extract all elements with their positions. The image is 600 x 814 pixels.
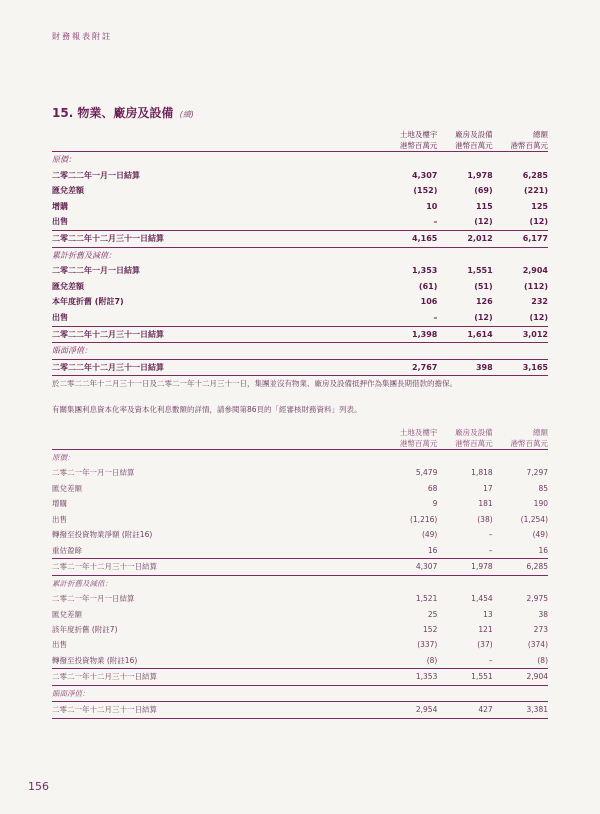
cell-value: 1,398 <box>382 326 437 343</box>
row-label: 二零二二年十二月三十一日結算 <box>52 230 382 247</box>
cell-value: (69) <box>474 186 493 196</box>
cell-value: 1,521 <box>415 594 438 604</box>
row-label: 原價： <box>52 155 76 164</box>
cell-value: 126 <box>475 297 493 307</box>
col-header-total: 總額 港幣百萬元 <box>493 425 548 450</box>
row-label: 二零二一年一月一日結算 <box>52 594 135 604</box>
cell-value: (51) <box>474 281 493 291</box>
cell-value: 427 <box>437 702 492 718</box>
cell-value: – <box>433 312 438 322</box>
cell-value: (38) <box>477 514 493 524</box>
cell-value: 2,904 <box>493 669 548 685</box>
cell-value: 398 <box>437 359 492 376</box>
table-row <box>52 183 548 199</box>
cell-value: 85 <box>538 483 548 493</box>
table-row <box>52 465 548 480</box>
table-row-total <box>52 359 548 376</box>
table-row <box>52 496 548 511</box>
col-header-land-buildings: 土地及樓宇 港幣百萬元 <box>382 127 437 152</box>
row-label: 匯兌差額 <box>52 483 82 493</box>
table-row <box>52 607 548 622</box>
row-label: 重估盈餘 <box>52 545 82 555</box>
row-label: 二零二二年一月一日結算 <box>52 266 140 276</box>
row-label: 該年度折舊 (附註7) <box>52 624 118 634</box>
cell-value: 1,551 <box>467 266 493 276</box>
cell-value: 5,479 <box>415 468 438 478</box>
table-row <box>52 575 548 591</box>
row-label: 匯兌差額 <box>52 609 82 619</box>
cell-value: 1,551 <box>437 669 492 685</box>
cell-value: 1,353 <box>382 669 437 685</box>
label-header <box>52 127 382 152</box>
cell-value: 6,285 <box>522 170 548 180</box>
cell-value: 2,767 <box>382 359 437 376</box>
cell-value: 13 <box>483 609 493 619</box>
cell-value: 7,297 <box>526 468 548 478</box>
cell-value: (221) <box>523 186 548 196</box>
cell-value: 3,165 <box>493 359 548 376</box>
cell-value: 6,177 <box>493 230 548 247</box>
table-row-subtotal <box>52 230 548 247</box>
page-number: 156 <box>28 780 49 793</box>
row-label: 原價： <box>52 453 75 462</box>
table-row <box>52 247 548 263</box>
cell-value: 2,012 <box>437 230 492 247</box>
cell-value: 1,454 <box>471 594 493 604</box>
row-label: 增購 <box>52 499 67 509</box>
cell-value: 68 <box>427 483 438 493</box>
row-label: 增購 <box>52 201 68 211</box>
row-label: 本年度折舊 (附註7) <box>52 297 124 307</box>
col-header-plant-equipment: 廠房及設備 港幣百萬元 <box>437 425 492 450</box>
cell-value: 121 <box>478 624 493 634</box>
row-label: 二零二一年一月一日結算 <box>52 468 135 478</box>
label-header <box>52 425 382 450</box>
table-row <box>52 527 548 542</box>
cell-value: – <box>488 545 493 555</box>
cell-value: 1,353 <box>412 266 438 276</box>
cell-value: 2,904 <box>522 266 548 276</box>
cell-value: 4,307 <box>382 559 437 575</box>
cell-value: 115 <box>475 201 493 211</box>
col-header-plant-equipment: 廠房及設備 港幣百萬元 <box>437 127 492 152</box>
table-row <box>52 481 548 496</box>
cell-value: 273 <box>533 624 548 634</box>
row-label: 轉撥至投資物業淨額 (附註16) <box>52 530 153 540</box>
cell-value: 106 <box>420 297 438 307</box>
row-label: 匯兌差額 <box>52 186 84 196</box>
row-label: 出售 <box>52 640 67 650</box>
cell-value: 17 <box>483 483 493 493</box>
cell-value: (12) <box>529 312 548 322</box>
cell-value: (49) <box>421 530 438 540</box>
table-row <box>52 653 548 669</box>
section-title-text: 15. 物業、廠房及設備 <box>52 106 174 120</box>
table-row-subtotal <box>52 669 548 685</box>
cell-value: (12) <box>474 217 493 227</box>
cell-value: (1,216) <box>410 514 438 524</box>
cell-value: (374) <box>527 640 548 650</box>
table-row <box>52 543 548 559</box>
section-title-continued: (續) <box>179 110 194 119</box>
cell-value: (37) <box>477 640 493 650</box>
cell-value: 1,978 <box>467 170 493 180</box>
row-label: 累計折舊及減值： <box>52 250 116 260</box>
cell-value: 16 <box>427 545 438 555</box>
table-row <box>52 152 548 168</box>
cell-value: 3,381 <box>493 702 548 718</box>
capitalisation-note: 有關集團利息資本化率及資本化利息數額的詳情，請參閱第86頁的「經審核財務資料」列表。 <box>52 405 362 414</box>
row-label: 出售 <box>52 217 68 227</box>
cell-value: 190 <box>533 499 548 509</box>
cell-value: 25 <box>427 609 438 619</box>
table-row <box>52 591 548 606</box>
cell-value: 10 <box>426 201 438 211</box>
table-row <box>52 294 548 310</box>
row-label: 二零二一年十二月三十一日結算 <box>52 669 382 685</box>
page-header: 財務報表附註 <box>52 32 112 41</box>
cell-value: 152 <box>423 624 438 634</box>
cell-value: 9 <box>432 499 438 509</box>
cell-value: 3,012 <box>493 326 548 343</box>
table-row <box>52 685 548 701</box>
cell-value: – <box>488 655 493 665</box>
row-label: 匯兌差額 <box>52 281 84 291</box>
table-row <box>52 168 548 184</box>
table-row <box>52 512 548 527</box>
cell-value: (112) <box>523 281 548 291</box>
cell-value: (8) <box>426 655 438 665</box>
table-row-subtotal <box>52 326 548 343</box>
table-row-subtotal <box>52 559 548 575</box>
cell-value: (49) <box>532 530 548 540</box>
cell-value: 1,978 <box>437 559 492 575</box>
table-row <box>52 637 548 652</box>
table-row <box>52 199 548 215</box>
cell-value: – <box>488 530 493 540</box>
row-label: 二零二二年十二月三十一日結算 <box>52 326 382 343</box>
cell-value: 181 <box>478 499 493 509</box>
cell-value: (152) <box>413 186 438 196</box>
ppe-table-2022 <box>52 127 548 376</box>
cell-value: (337) <box>417 640 438 650</box>
cell-value: (8) <box>537 655 548 665</box>
table-row-total <box>52 702 548 718</box>
cell-value: 6,285 <box>493 559 548 575</box>
cell-value: – <box>433 217 438 227</box>
row-label: 二零二二年十二月三十一日結算 <box>52 359 382 376</box>
cell-value: 38 <box>538 609 548 619</box>
row-label: 二零二一年十二月三十一日結算 <box>52 559 382 575</box>
cell-value: 2,975 <box>526 594 548 604</box>
cell-value: 16 <box>538 545 548 555</box>
cell-value: 4,165 <box>382 230 437 247</box>
col-header-total: 總額 港幣百萬元 <box>493 127 548 152</box>
row-label: 出售 <box>52 312 68 322</box>
cell-value: (61) <box>418 281 438 291</box>
row-label: 轉撥至投資物業 (附註16) <box>52 655 138 665</box>
section-title <box>52 104 194 121</box>
row-label: 賬面淨值： <box>52 688 90 698</box>
ppe-table-2021 <box>52 425 548 719</box>
table-row <box>52 214 548 230</box>
cell-value: 4,307 <box>412 170 438 180</box>
table-row <box>52 263 548 279</box>
row-label: 累計折舊及減值： <box>52 578 112 588</box>
cell-value: (12) <box>529 217 548 227</box>
cell-value: (12) <box>474 312 493 322</box>
row-label: 賬面淨值： <box>52 346 92 356</box>
cell-value: 2,954 <box>382 702 437 718</box>
table-row <box>52 343 548 360</box>
table-row <box>52 310 548 326</box>
pledge-note: 於二零二二年十二月三十一日及二零二一年十二月三十一日，集團並沒有物業、廠房及設備抵押作為集團長期借款的擔保。 <box>52 379 457 388</box>
table-row <box>52 622 548 637</box>
table-row <box>52 450 548 466</box>
cell-value: 125 <box>531 201 548 211</box>
cell-value: 1,818 <box>471 468 493 478</box>
cell-value: (1,254) <box>520 514 548 524</box>
table-row <box>52 279 548 295</box>
cell-value: 232 <box>531 297 548 307</box>
col-header-land-buildings: 土地及樓宇 港幣百萬元 <box>382 425 437 450</box>
row-label: 二零二二年一月一日結算 <box>52 170 140 180</box>
row-label: 出售 <box>52 514 67 524</box>
cell-value: 1,614 <box>437 326 492 343</box>
row-label: 二零二一年十二月三十一日結算 <box>52 702 382 718</box>
